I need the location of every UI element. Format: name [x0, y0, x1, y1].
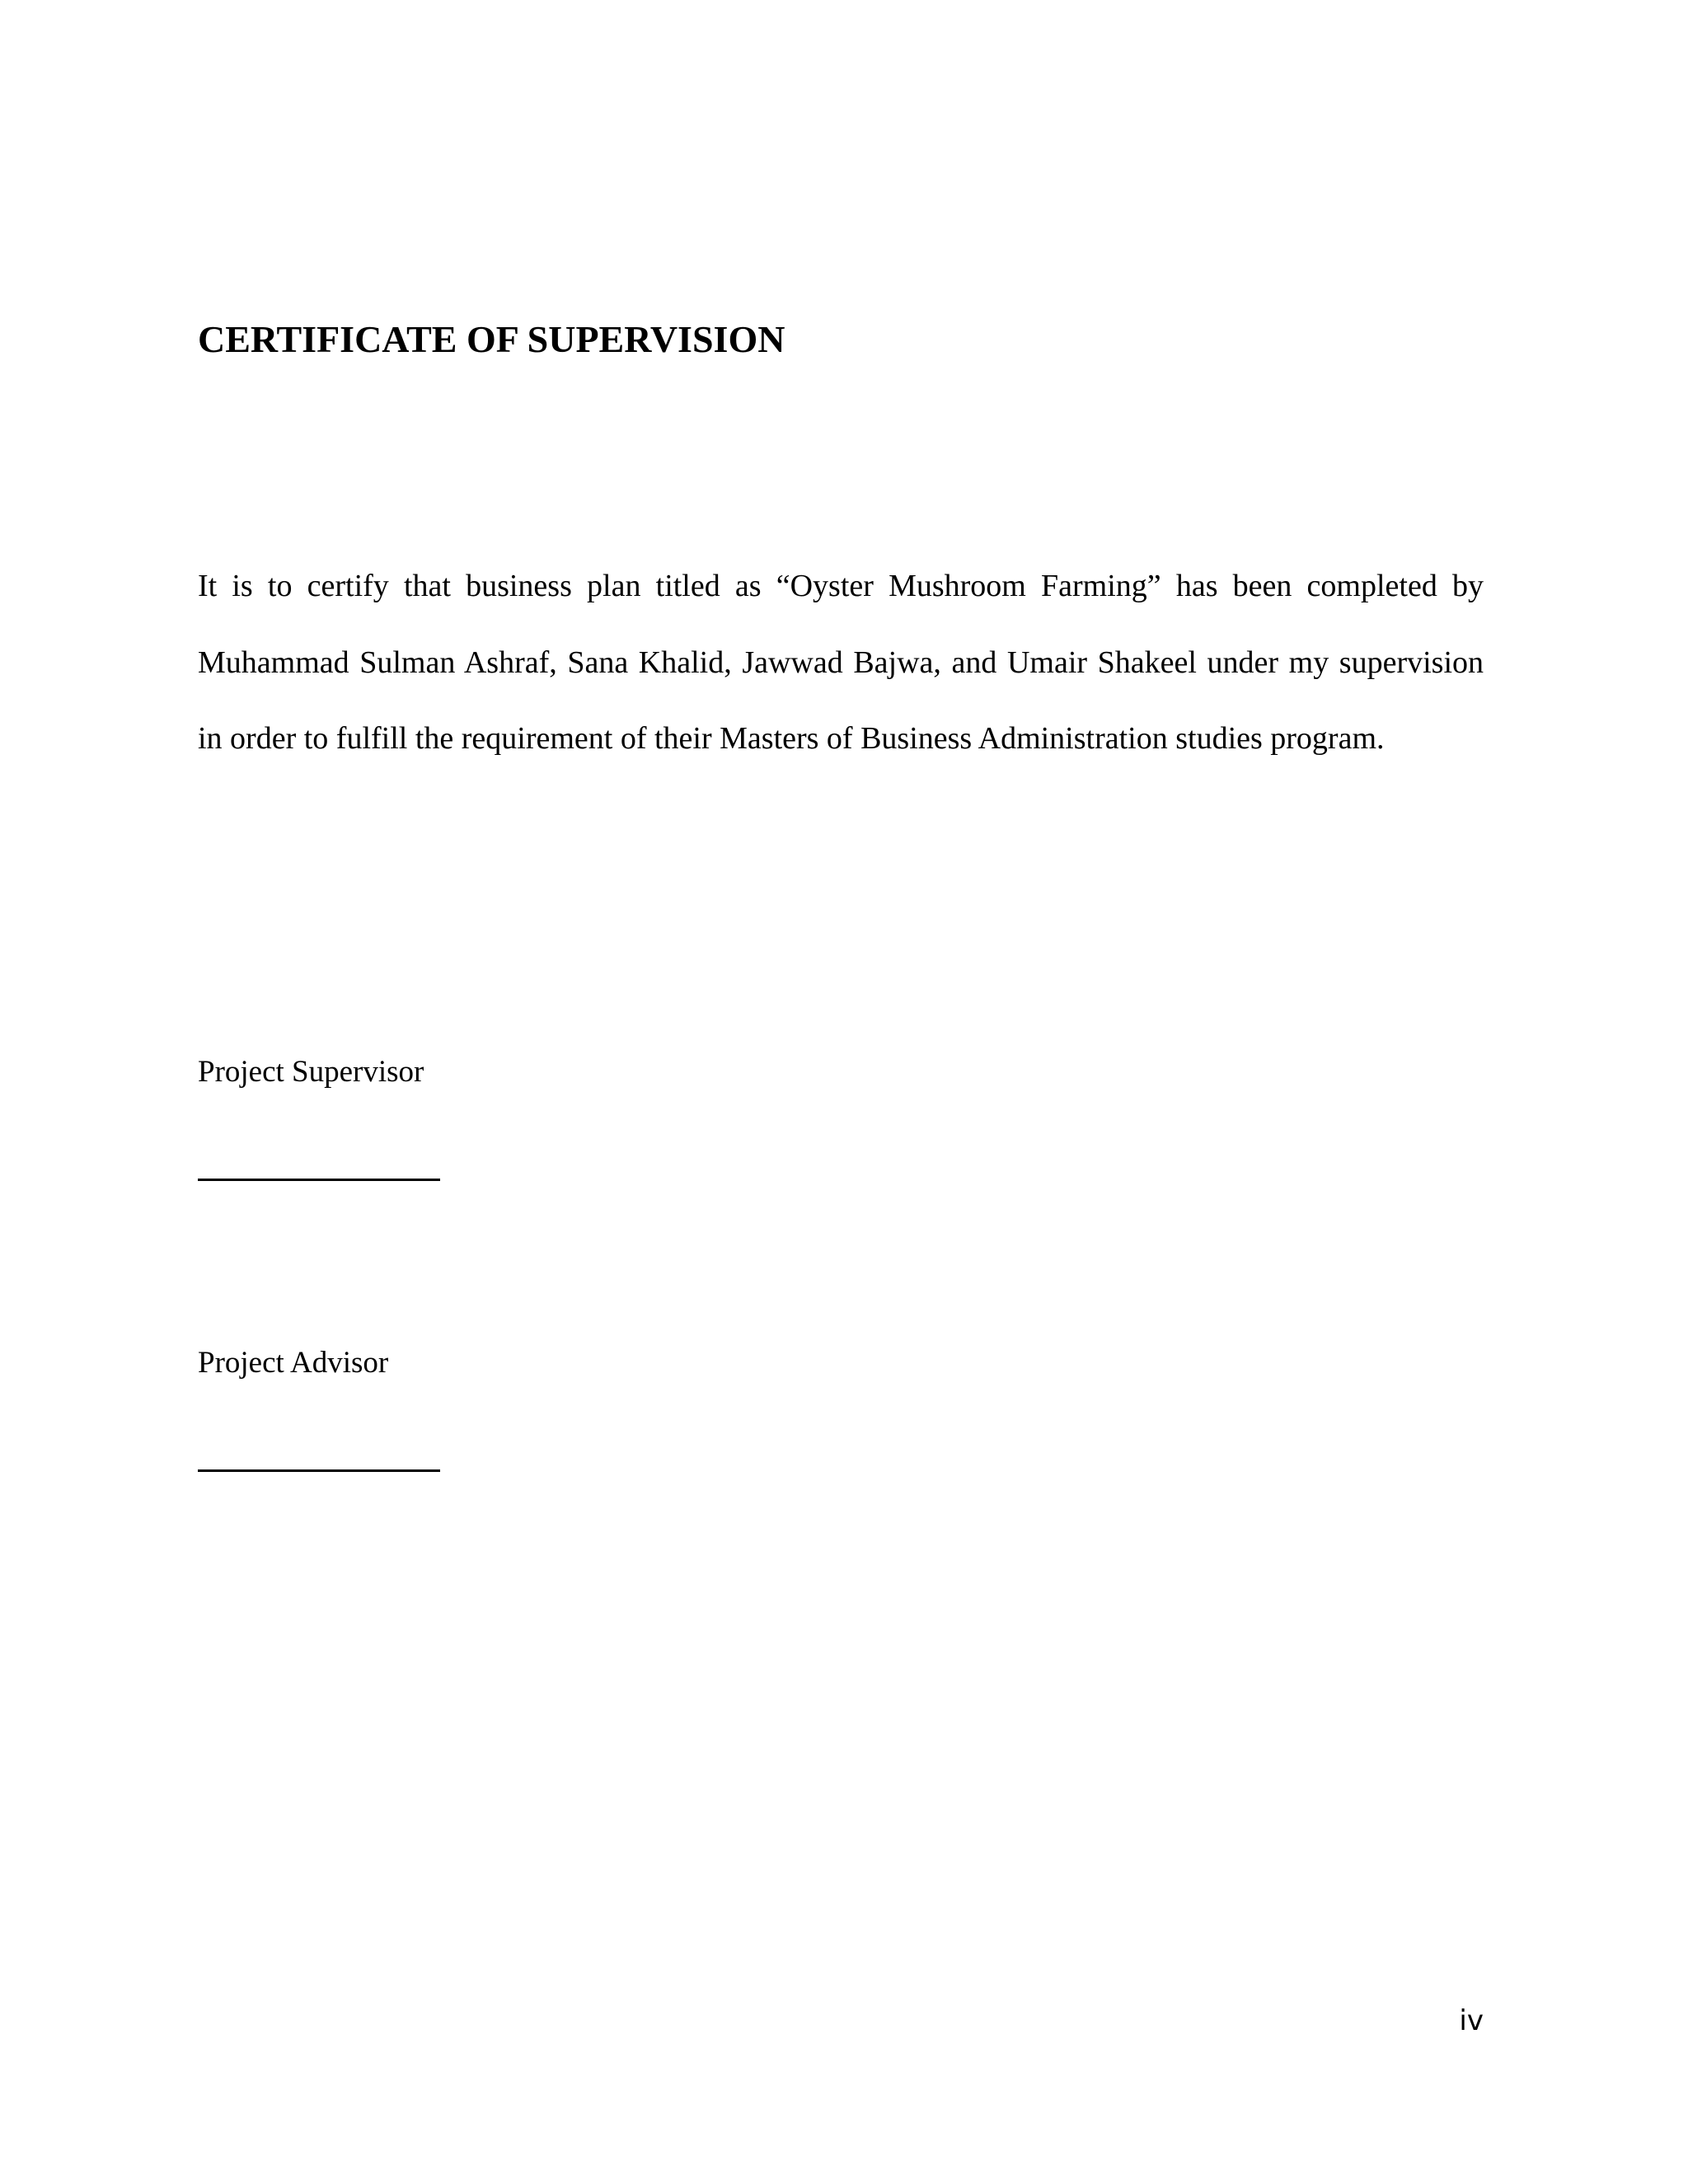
page-title: CERTIFICATE OF SUPERVISION — [198, 318, 785, 360]
advisor-label: Project Advisor — [198, 1346, 389, 1380]
advisor-signature-line — [198, 1469, 440, 1472]
supervisor-label: Project Supervisor — [198, 1055, 424, 1089]
page-number: iv — [1459, 2004, 1484, 2037]
supervisor-signature-line — [198, 1179, 440, 1181]
certificate-body: It is to certify that business plan titled as “Oyster Mushroom Farming” has been completed by Muhammad Sulman Ashraf, Sana Khalid, Jawwad Bajwa, and Umair Shakeel under my supervision in order to fulfill the requirement of their Masters of Business Administration studies program. — [198, 569, 1484, 756]
